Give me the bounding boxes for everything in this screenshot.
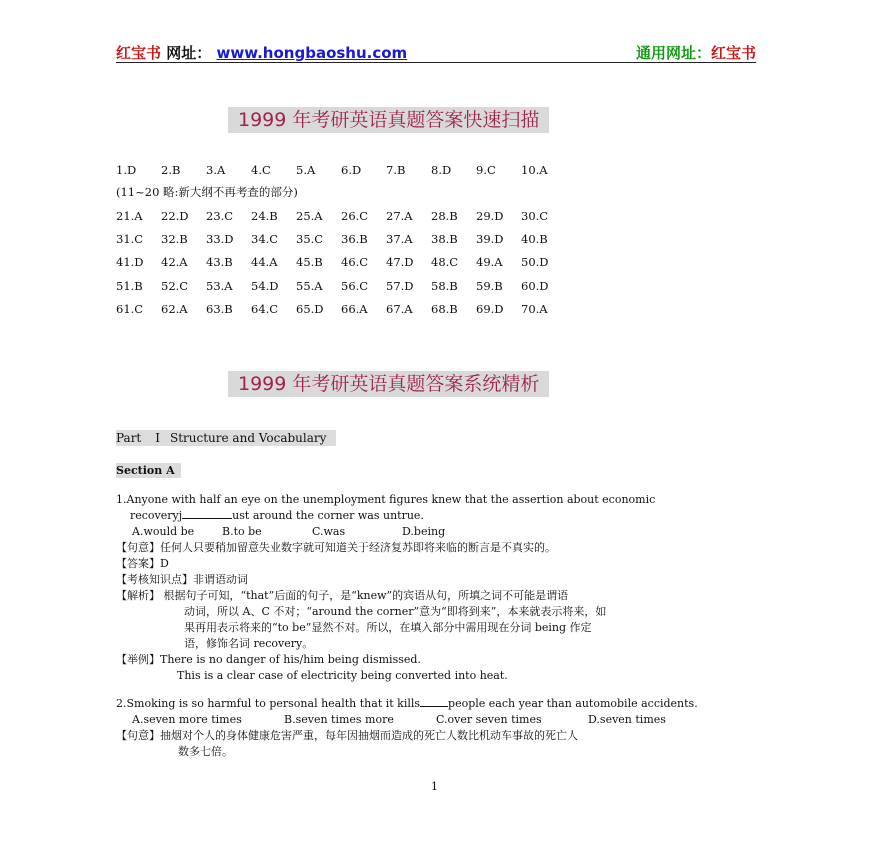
- q1-blank: [182, 508, 232, 519]
- answer-item: 41.D: [116, 255, 144, 269]
- q2-option-a: A.seven more times: [132, 713, 242, 726]
- header-left: [116, 42, 407, 63]
- answer-item: 57.D: [386, 279, 414, 293]
- header-brand: 红宝书: [116, 44, 162, 62]
- answer-row-3: [116, 232, 566, 246]
- part-heading: [116, 430, 336, 446]
- answer-item: 30.C: [521, 209, 549, 223]
- answer-item: 48.C: [431, 255, 459, 269]
- answer-item: 28.B: [431, 209, 458, 223]
- answer-item: 43.B: [206, 255, 233, 269]
- q1-options: [132, 524, 492, 540]
- answer-item: 69.D: [476, 302, 504, 316]
- header-right: [636, 42, 756, 63]
- answer-item: 33.D: [206, 232, 234, 246]
- answer-item: 2.B: [161, 163, 181, 177]
- q2-meaning-line-1: 【句意】抽烟对个人的身体健康危害严重，每年因抽烟而造成的死亡人数比机动车事故的死亡人: [116, 729, 578, 742]
- answer-item: 63.B: [206, 302, 233, 316]
- q1-knowledge-point: 【考核知识点】非谓语动词: [116, 573, 248, 586]
- header-url-label: 网址：: [166, 44, 212, 62]
- answer-row-5: [116, 279, 566, 293]
- q1-example-2: This is a clear case of electricity being converted into heat.: [177, 669, 508, 682]
- answer-item: 60.D: [521, 279, 549, 293]
- header-right-brand: 红宝书: [710, 44, 756, 62]
- page-header: [116, 42, 756, 63]
- answer-item: 24.B: [251, 209, 278, 223]
- q1-stem-line-1: 1.Anyone with half an eye on the unemployment figures knew that the assertion about economic: [116, 493, 656, 506]
- answer-item: 3.A: [206, 163, 226, 177]
- q2-option-d: D.seven times: [588, 713, 666, 726]
- answer-item: 27.A: [386, 209, 413, 223]
- section-heading: Section A: [116, 463, 181, 478]
- part-title: Structure and Vocabulary: [170, 431, 327, 445]
- answer-item: 66.A: [341, 302, 368, 316]
- q2-stem-part-a: 2.Smoking is so harmful to personal health that it kills: [116, 697, 421, 710]
- answer-item: 38.B: [431, 232, 458, 246]
- answer-item: 59.B: [476, 279, 503, 293]
- answer-item: 29.D: [476, 209, 504, 223]
- header-general-url-label: 通用网址：: [635, 44, 711, 62]
- answer-item: 7.B: [386, 163, 406, 177]
- page-number: 1: [431, 780, 438, 793]
- q1-option-b: B.to be: [222, 525, 262, 538]
- q1-analysis-line-1: 【解析】 根据句子可知，“that”后面的句子，是“knew”的宾语从句，所填之词不可能是谓语: [116, 589, 569, 602]
- answer-item: 45.B: [296, 255, 323, 269]
- q1-option-a: A.would be: [132, 525, 195, 538]
- answer-item: 35.C: [296, 232, 324, 246]
- answer-item: 65.D: [296, 302, 324, 316]
- q1-analysis-line-2: 动词，所以 A、C 不对；“around the corner”意为“即将到来”，本来就表示将来，如: [184, 605, 607, 618]
- answer-item: 67.A: [386, 302, 413, 316]
- answer-item: 50.D: [521, 255, 549, 269]
- answer-item: 56.C: [341, 279, 369, 293]
- answer-item: 6.D: [341, 163, 362, 177]
- answer-item: 52.C: [161, 279, 189, 293]
- answer-row-1: [116, 163, 566, 177]
- q1-stem-part-a: recoveryj: [130, 509, 183, 522]
- answer-item: 39.D: [476, 232, 504, 246]
- q1-analysis-line-3: 果再用表示将来的“to be”显然不对。所以，在填入部分中需用现在分词 being 作定: [184, 621, 592, 634]
- q1-answer: 【答案】D: [116, 557, 169, 570]
- answer-row-2: [116, 209, 566, 223]
- answer-item: 25.A: [296, 209, 323, 223]
- answer-note: (11~20 略:新大纲不再考查的部分): [116, 185, 298, 199]
- answer-item: 58.B: [431, 279, 458, 293]
- answer-item: 70.A: [521, 302, 548, 316]
- answer-item: 40.B: [521, 232, 548, 246]
- q2-option-b: B.seven times more: [284, 713, 394, 726]
- answer-item: 53.A: [206, 279, 233, 293]
- q2-blank: [420, 696, 448, 707]
- analysis-title: 1999 年考研英语真题答案系统精析: [228, 371, 549, 397]
- q1-meaning: 【句意】任何人只要稍加留意失业数字就可知道关于经济复苏即将来临的断言是不真实的。: [116, 541, 556, 554]
- q1-analysis-line-4: 语，修饰名词 recovery。: [184, 637, 314, 650]
- q2-option-c: C.over seven times: [436, 713, 542, 726]
- answer-item: 44.A: [251, 255, 278, 269]
- answer-item: 5.A: [296, 163, 316, 177]
- answer-item: 55.A: [296, 279, 323, 293]
- answer-item: 31.C: [116, 232, 144, 246]
- answer-item: 4.C: [251, 163, 271, 177]
- answer-item: 1.D: [116, 163, 137, 177]
- q2-stem: [116, 696, 698, 712]
- answer-item: 9.C: [476, 163, 496, 177]
- q1-option-d: D.being: [402, 525, 446, 538]
- answer-item: 68.B: [431, 302, 458, 316]
- q2-stem-part-b: people each year than automobile accidents.: [448, 697, 698, 710]
- answer-item: 26.C: [341, 209, 369, 223]
- answer-item: 22.D: [161, 209, 189, 223]
- header-url-link[interactable]: www.hongbaoshu.com: [216, 44, 408, 62]
- answer-item: 49.A: [476, 255, 503, 269]
- answer-item: 42.A: [161, 255, 188, 269]
- answer-item: 47.D: [386, 255, 414, 269]
- answer-item: 36.B: [341, 232, 368, 246]
- part-number: I: [155, 431, 160, 445]
- q1-example-1: 【举例】There is no danger of his/him being dismissed.: [116, 653, 421, 666]
- q1-stem-part-b: ust around the corner was untrue.: [232, 509, 424, 522]
- answer-item: 61.C: [116, 302, 144, 316]
- answer-item: 8.D: [431, 163, 452, 177]
- answer-item: 62.A: [161, 302, 188, 316]
- answer-item: 34.C: [251, 232, 279, 246]
- answer-row-6: [116, 302, 566, 316]
- q2-options: [132, 712, 666, 728]
- answer-item: 46.C: [341, 255, 369, 269]
- answer-item: 37.A: [386, 232, 413, 246]
- answer-item: 54.D: [251, 279, 279, 293]
- answer-row-4: [116, 255, 566, 269]
- q1-option-c: C.was: [312, 525, 346, 538]
- answer-item: 10.A: [521, 163, 548, 177]
- answer-item: 51.B: [116, 279, 143, 293]
- answer-item: 64.C: [251, 302, 279, 316]
- answer-item: 23.C: [206, 209, 234, 223]
- answer-item: 21.A: [116, 209, 143, 223]
- q2-meaning-line-2: 数多七倍。: [178, 745, 233, 758]
- q1-stem-line-2: [130, 508, 424, 524]
- scan-title: 1999 年考研英语真题答案快速扫描: [228, 107, 549, 133]
- part-label: Part: [116, 431, 142, 445]
- answer-item: 32.B: [161, 232, 188, 246]
